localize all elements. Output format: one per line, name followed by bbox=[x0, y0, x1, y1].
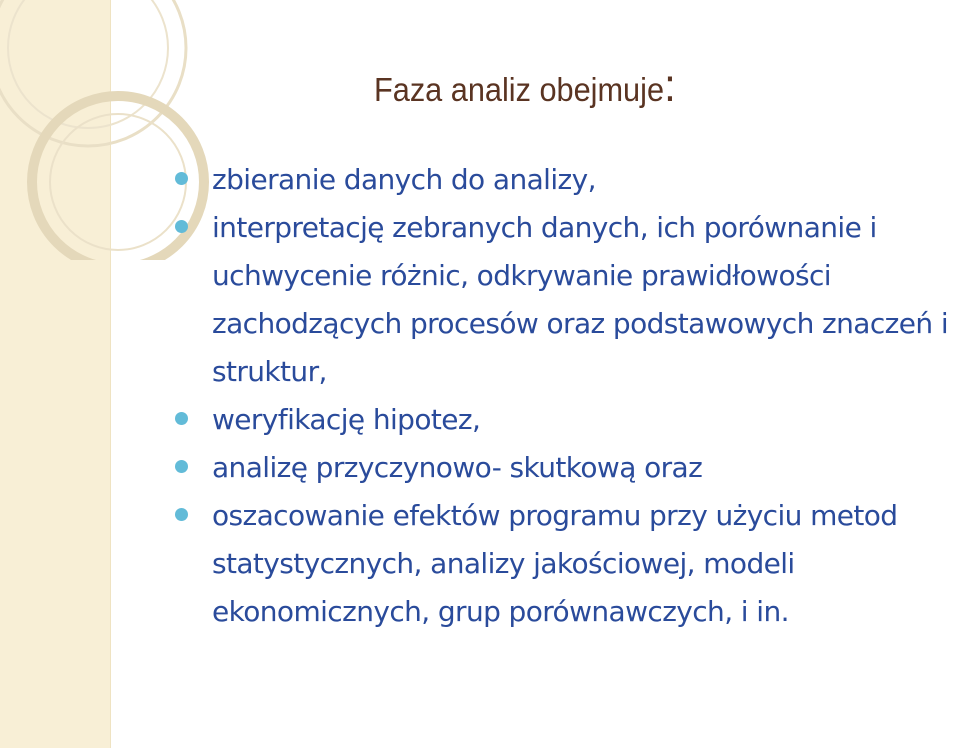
circle-bullet-icon bbox=[175, 220, 188, 233]
bullet-list bbox=[175, 156, 955, 636]
list-item-text: weryfikację hipotez, bbox=[212, 403, 481, 436]
list-item-text: zbieranie danych do analizy, bbox=[212, 163, 596, 196]
circle-bullet-icon bbox=[175, 460, 188, 473]
list-item bbox=[175, 204, 955, 396]
slide-title-text: Faza analiz obejmuje bbox=[374, 71, 665, 108]
list-item-text: oszacowanie efektów programu przy użyciu metod statystycznych, analizy jakościowej, modeli ekonomicznych, grup porównawczych, i in. bbox=[212, 499, 898, 628]
list-item bbox=[175, 156, 955, 204]
list-item bbox=[175, 492, 955, 636]
slide-title bbox=[374, 59, 676, 118]
list-item-text: interpretację zebranych danych, ich porównanie i uchwycenie różnic, odkrywanie prawidłowości zachodzących procesów oraz podstawowych znaczeń i struktur, bbox=[212, 211, 948, 388]
circle-bullet-icon bbox=[175, 508, 188, 521]
circle-bullet-icon bbox=[175, 172, 188, 185]
list-item bbox=[175, 396, 955, 444]
list-item-text: analizę przyczynowo- skutkową oraz bbox=[212, 451, 703, 484]
slide-title-colon: : bbox=[664, 59, 676, 111]
list-item bbox=[175, 444, 955, 492]
circle-bullet-icon bbox=[175, 412, 188, 425]
